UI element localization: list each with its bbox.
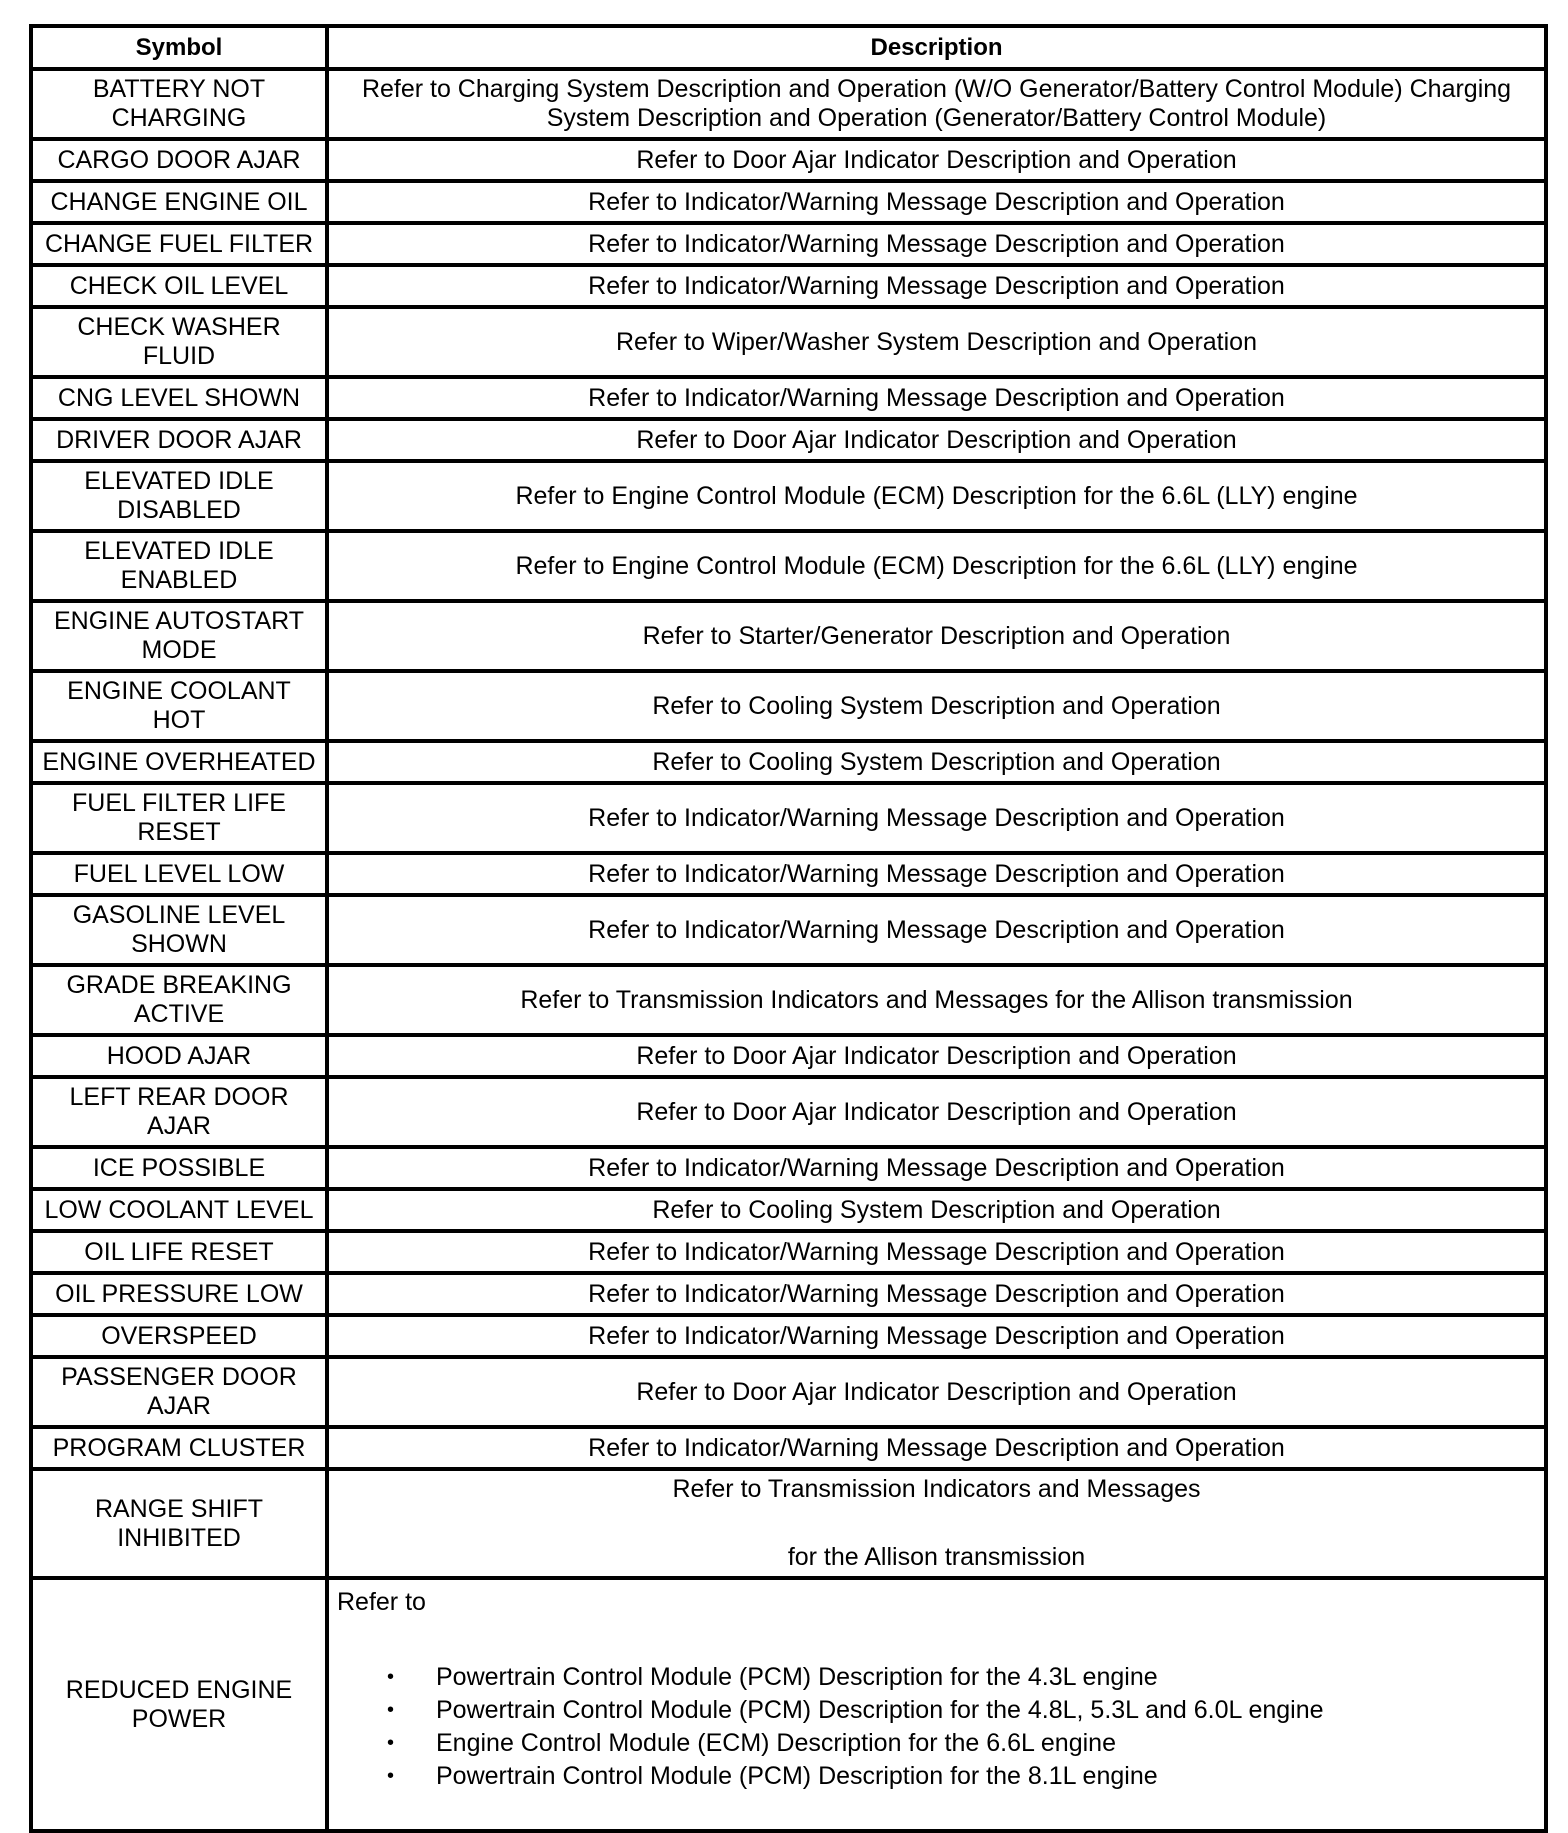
description-cell: Refer to Door Ajar Indicator Description and Operation: [327, 1357, 1546, 1427]
table-row: [31, 601, 1546, 671]
description-cell: Refer to Door Ajar Indicator Description and Operation: [327, 1077, 1546, 1147]
symbol-cell: FUEL FILTER LIFE RESET: [31, 783, 327, 853]
list-item-text: Engine Control Module (ECM) Description for the 6.6L engine: [436, 1729, 1116, 1757]
description-cell: Refer to Indicator/Warning Message Description and Operation: [327, 265, 1546, 307]
description-cell: Refer to Cooling System Description and Operation: [327, 741, 1546, 783]
symbol-cell: GRADE BREAKING ACTIVE: [31, 965, 327, 1035]
table-row: [31, 531, 1546, 601]
table-row: [31, 377, 1546, 419]
description-cell: Refer to Door Ajar Indicator Description and Operation: [327, 139, 1546, 181]
description-cell: Refer to Indicator/Warning Message Description and Operation: [327, 1231, 1546, 1273]
table-row: [31, 1077, 1546, 1147]
table-row-range-shift: [31, 1469, 1546, 1578]
table-row: [31, 265, 1546, 307]
bullet-icon: •: [387, 1666, 395, 1688]
symbol-cell: HOOD AJAR: [31, 1035, 327, 1077]
list-item-text: Powertrain Control Module (PCM) Description for the 4.3L engine: [436, 1663, 1158, 1691]
description-cell: Refer to Charging System Description and Operation (W/O Generator/Battery Control Module) Charging System Description and Operation (Generator/Battery Control Module): [327, 69, 1546, 139]
symbol-cell: ICE POSSIBLE: [31, 1147, 327, 1189]
description-cell: [327, 1578, 1546, 1831]
symbol-cell: ENGINE AUTOSTART MODE: [31, 601, 327, 671]
symbol-description-table: [29, 24, 1548, 1833]
symbol-cell: DRIVER DOOR AJAR: [31, 419, 327, 461]
description-cell: Refer to Engine Control Module (ECM) Description for the 6.6L (LLY) engine: [327, 461, 1546, 531]
list-item: [387, 1760, 1536, 1793]
symbol-cell: CNG LEVEL SHOWN: [31, 377, 327, 419]
bullet-icon: •: [387, 1699, 395, 1721]
description-cell: Refer to Indicator/Warning Message Description and Operation: [327, 377, 1546, 419]
table-row: [31, 307, 1546, 377]
symbol-cell: FUEL LEVEL LOW: [31, 853, 327, 895]
table-row: [31, 965, 1546, 1035]
table-row: [31, 671, 1546, 741]
symbol-cell: OVERSPEED: [31, 1315, 327, 1357]
description-cell: Refer to Indicator/Warning Message Description and Operation: [327, 895, 1546, 965]
table-row: [31, 461, 1546, 531]
symbol-cell: CHANGE FUEL FILTER: [31, 223, 327, 265]
description-line: Refer to Transmission Indicators and Messages: [672, 1475, 1201, 1503]
table-row: [31, 1231, 1546, 1273]
description-cell: Refer to Transmission Indicators and Messages for the Allison transmission: [327, 965, 1546, 1035]
table-row-reduced-power: [31, 1578, 1546, 1831]
table-row: [31, 1189, 1546, 1231]
symbol-cell: ELEVATED IDLE DISABLED: [31, 461, 327, 531]
table-row: [31, 895, 1546, 965]
symbol-cell: CHANGE ENGINE OIL: [31, 181, 327, 223]
table-row: [31, 1035, 1546, 1077]
description-cell: Refer to Indicator/Warning Message Description and Operation: [327, 1147, 1546, 1189]
symbol-cell: LEFT REAR DOOR AJAR: [31, 1077, 327, 1147]
description-cell: Refer to Door Ajar Indicator Description and Operation: [327, 419, 1546, 461]
symbol-cell: ENGINE OVERHEATED: [31, 741, 327, 783]
description-cell: Refer to Indicator/Warning Message Description and Operation: [327, 1273, 1546, 1315]
symbol-cell: PROGRAM CLUSTER: [31, 1427, 327, 1469]
list-item-text: Powertrain Control Module (PCM) Description for the 4.8L, 5.3L and 6.0L engine: [436, 1696, 1324, 1724]
description-cell: Refer to Indicator/Warning Message Description and Operation: [327, 1427, 1546, 1469]
description-cell: Refer to Engine Control Module (ECM) Description for the 6.6L (LLY) engine: [327, 531, 1546, 601]
symbol-cell: REDUCED ENGINE POWER: [31, 1578, 327, 1831]
table-row: [31, 783, 1546, 853]
table-row: [31, 139, 1546, 181]
symbol-cell: ELEVATED IDLE ENABLED: [31, 531, 327, 601]
table-row: [31, 69, 1546, 139]
description-cell: Refer to Cooling System Description and Operation: [327, 1189, 1546, 1231]
table-row: [31, 419, 1546, 461]
symbol-cell: CARGO DOOR AJAR: [31, 139, 327, 181]
symbol-cell: PASSENGER DOOR AJAR: [31, 1357, 327, 1427]
symbol-cell: ENGINE COOLANT HOT: [31, 671, 327, 741]
bullet-icon: •: [387, 1765, 395, 1787]
list-item: [387, 1727, 1536, 1760]
table-row: [31, 741, 1546, 783]
reference-list: [337, 1661, 1536, 1793]
symbol-column-header: Symbol: [31, 26, 327, 69]
symbol-cell: LOW COOLANT LEVEL: [31, 1189, 327, 1231]
list-item: [387, 1661, 1536, 1694]
description-cell: Refer to Indicator/Warning Message Description and Operation: [327, 181, 1546, 223]
description-cell: Refer to Cooling System Description and Operation: [327, 671, 1546, 741]
description-cell: [327, 1469, 1546, 1578]
description-line: for the Allison transmission: [787, 1543, 1086, 1571]
table-row: [31, 1147, 1546, 1189]
description-column-header: Description: [327, 26, 1546, 69]
table-row: [31, 1273, 1546, 1315]
list-item-text: Powertrain Control Module (PCM) Description for the 8.1L engine: [436, 1762, 1158, 1790]
symbol-cell: OIL LIFE RESET: [31, 1231, 327, 1273]
table-row: [31, 853, 1546, 895]
symbol-cell: OIL PRESSURE LOW: [31, 1273, 327, 1315]
bullet-icon: •: [387, 1732, 395, 1754]
description-cell: Refer to Indicator/Warning Message Description and Operation: [327, 783, 1546, 853]
description-cell: Refer to Wiper/Washer System Description and Operation: [327, 307, 1546, 377]
table-row: [31, 1427, 1546, 1469]
description-cell: Refer to Starter/Generator Description and Operation: [327, 601, 1546, 671]
table-row: [31, 1357, 1546, 1427]
description-cell: Refer to Door Ajar Indicator Description and Operation: [327, 1035, 1546, 1077]
description-intro: Refer to: [337, 1588, 426, 1616]
symbol-cell: CHECK OIL LEVEL: [31, 265, 327, 307]
header-row: [31, 26, 1546, 69]
list-item: [387, 1694, 1536, 1727]
symbol-cell: CHECK WASHER FLUID: [31, 307, 327, 377]
table-row: [31, 181, 1546, 223]
symbol-cell: GASOLINE LEVEL SHOWN: [31, 895, 327, 965]
symbol-cell: RANGE SHIFT INHIBITED: [31, 1469, 327, 1578]
description-cell: Refer to Indicator/Warning Message Description and Operation: [327, 223, 1546, 265]
table-row: [31, 223, 1546, 265]
table-body: [31, 69, 1546, 1831]
description-cell: Refer to Indicator/Warning Message Description and Operation: [327, 853, 1546, 895]
table-row: [31, 1315, 1546, 1357]
description-cell: Refer to Indicator/Warning Message Description and Operation: [327, 1315, 1546, 1357]
symbol-cell: BATTERY NOT CHARGING: [31, 69, 327, 139]
